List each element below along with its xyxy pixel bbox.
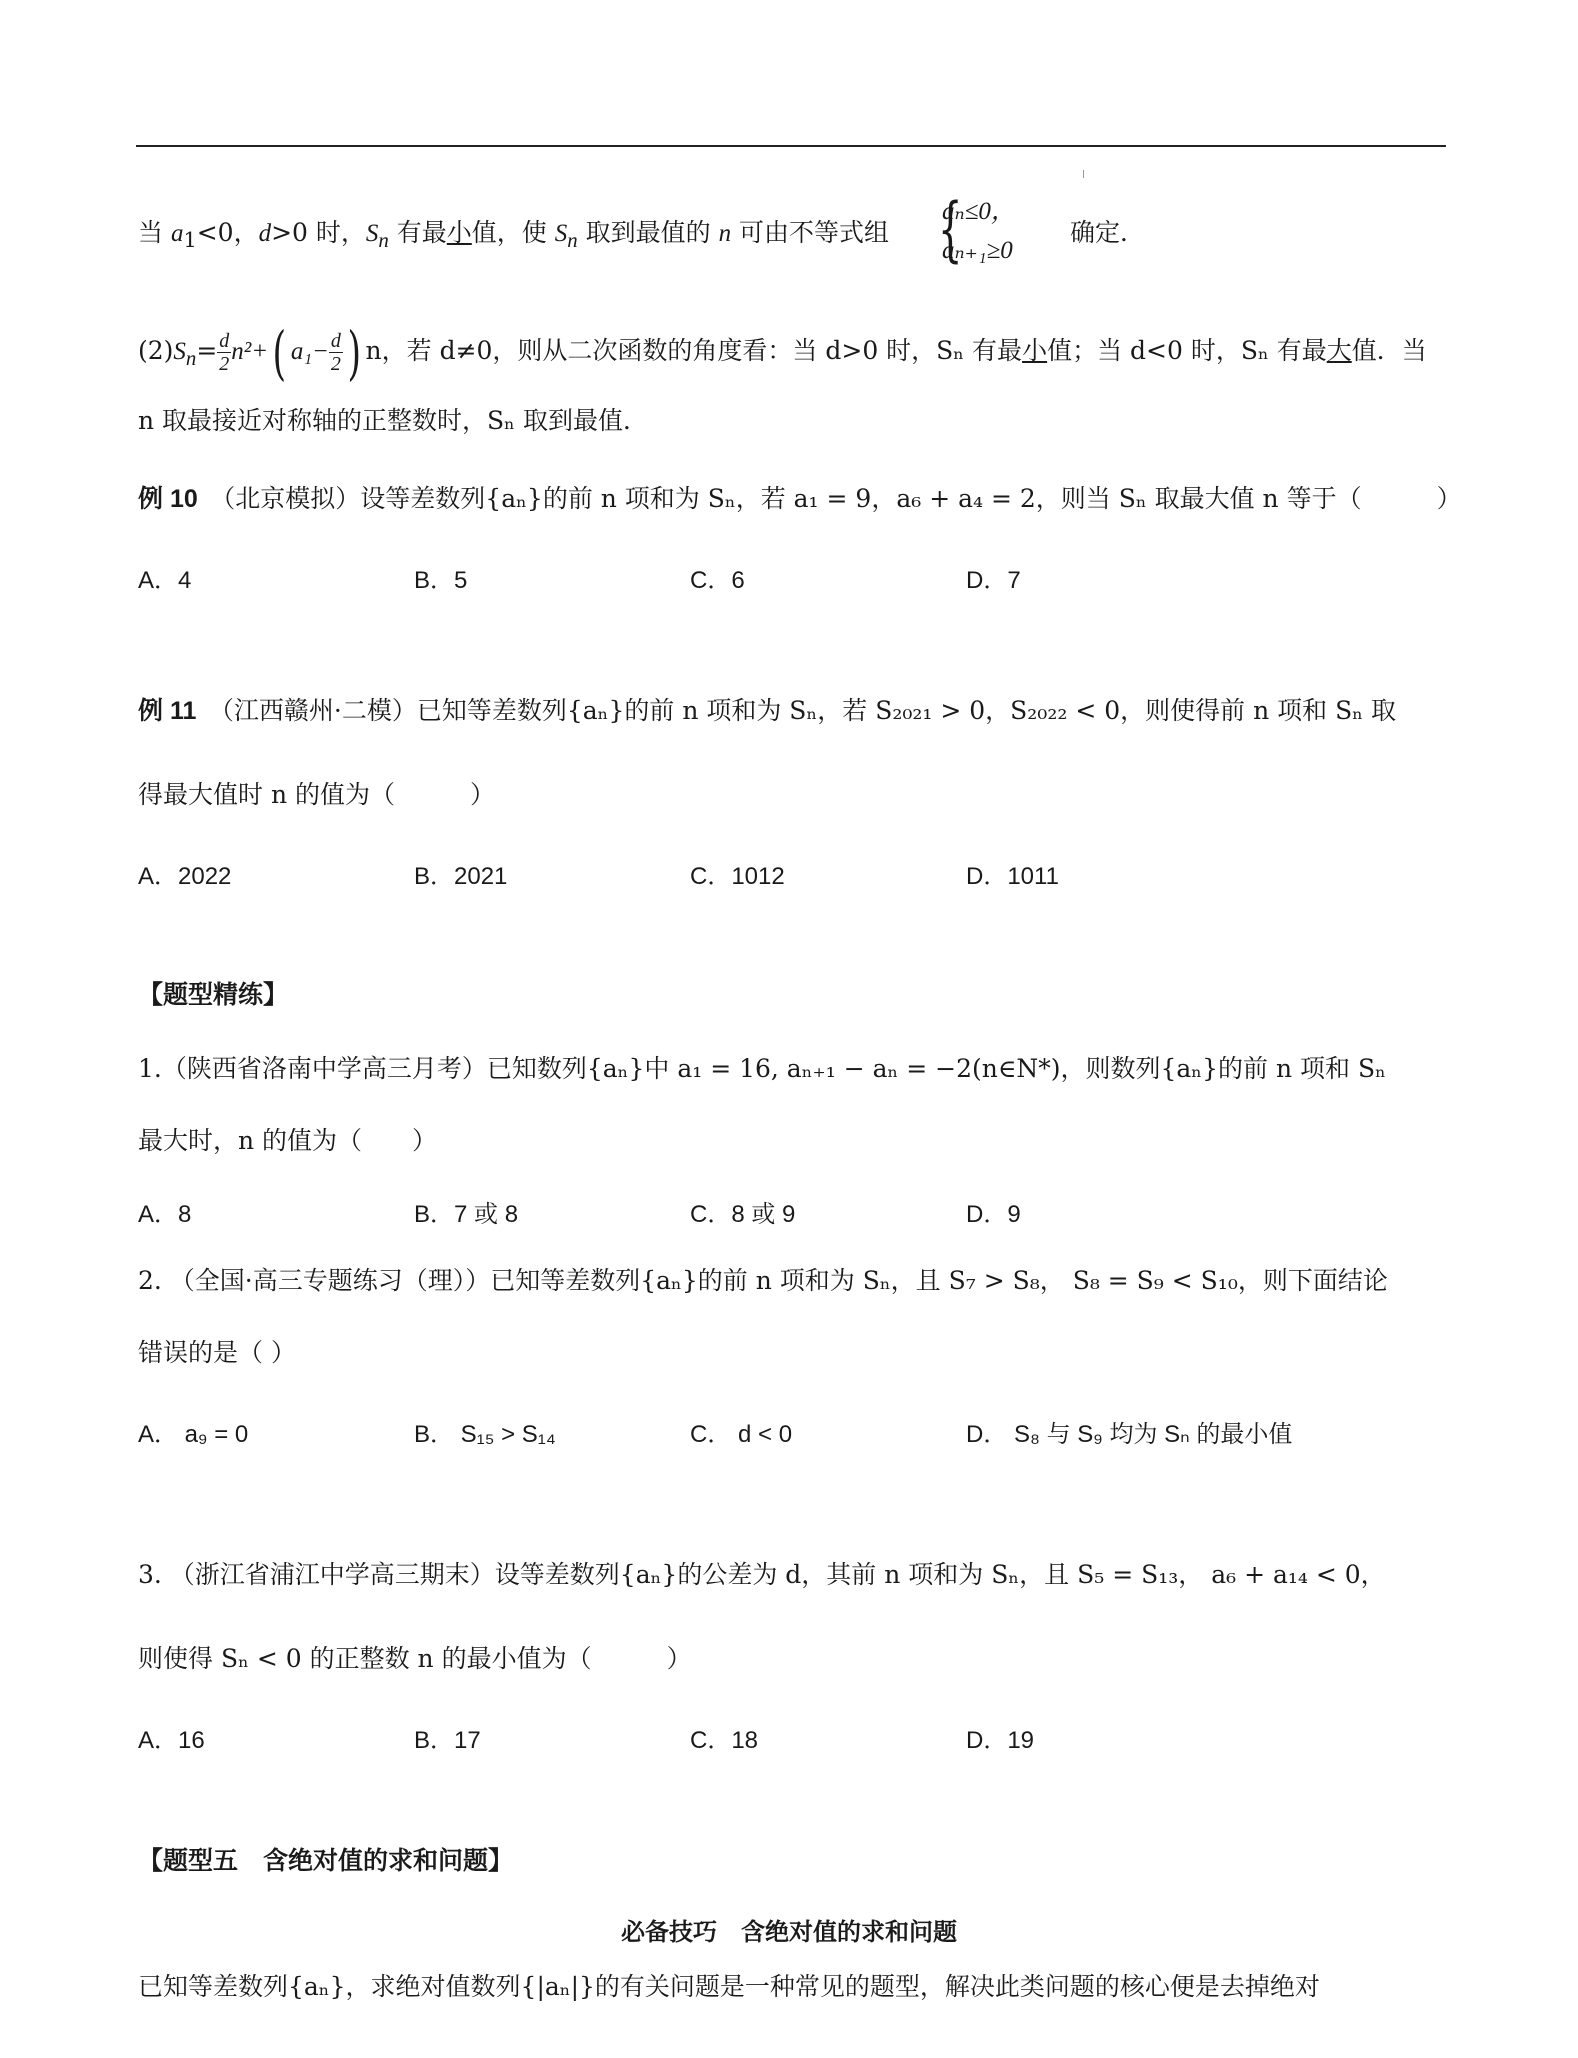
formula-2-line: $(2)S_n=$ $\frac{d}{2}$ n²+( a₁− $\frac{d}{2}$ ) n，若 d≠0，则从二次函数的角度看：当 d>0 时，Sₙ 有最小值；当 d<0 时，Sₙ 有最大值．当 (138, 318, 1427, 387)
q2-text1: 2. （全国·高三专题练习（理））已知等差数列{aₙ}的前 n 项和为 Sₙ，且 S₇ > S₈， S₈ = S₉ < S₁₀，则下面结论 (138, 1266, 1388, 1295)
intro-sn: S (365, 220, 379, 247)
example-11 (138, 694, 1396, 728)
ex10-option-c: C．6 (690, 567, 745, 594)
q2-text2: 错误的是（ ） (138, 1338, 296, 1367)
section-5-text: 已知等差数列{aₙ}，求绝对值数列{|aₙ|}的有关问题是一种常见的题型，解决此类问题的核心便是去掉绝对 (138, 1972, 1320, 2001)
system-line-2: aₙ₊₁≥0 (942, 237, 1013, 264)
q2-option-d: D． S₈ 与 S₉ 均为 Sₙ 的最小值 (966, 1421, 1293, 1448)
formula-2-eq: = (196, 336, 218, 365)
section-5-subheading: 必备技巧 含绝对值的求和问题 (621, 1918, 957, 1946)
example-10-label: 例 10 (138, 485, 198, 513)
q1-option-a: A．8 (138, 1201, 192, 1228)
formula-2-frac2: $\frac{d}{2}$ (330, 330, 341, 375)
system-line-1: aₙ≤0， (942, 198, 1016, 225)
formula-2-tail3: 值．当 (1351, 336, 1427, 365)
intro-line: 当 $a_1<0$，d>0 时，$S_n$ 有最小值，使 $S_n$ 取到最值的 n 可由不等式组 (138, 218, 890, 252)
ex11-option-b: B．2021 (414, 863, 508, 890)
formula-2-frac1: $\frac{d}{2}$ (219, 330, 230, 375)
ex10-option-a: A．4 (138, 567, 192, 594)
formula-2-n2: n²+ (231, 338, 269, 365)
q3-option-b: B．17 (414, 1727, 481, 1754)
q3-option-a: A．16 (138, 1727, 205, 1754)
example-10 (138, 482, 1462, 516)
q1-option-b: B．7 或 8 (414, 1201, 519, 1228)
intro-cond2: >0 时， (271, 218, 366, 247)
intro-n: n (718, 220, 732, 247)
formula-2-line2: n 取最接近对称轴的正整数时，Sₙ 取到最值． (138, 406, 648, 435)
header-rule (136, 145, 1446, 147)
q3-option-c: C．18 (690, 1727, 759, 1754)
formula-2-tail: n，若 d≠0，则从二次函数的角度看：当 d>0 时，Sₙ 有最 (365, 336, 1023, 365)
intro-a1-sub: 1 (183, 228, 197, 252)
intro-a1: a (170, 220, 184, 247)
q3-text2: 则使得 Sₙ < 0 的正整数 n 的最小值为（ ） (138, 1644, 692, 1673)
ex11-option-c: C．1012 (690, 863, 785, 890)
ex11-option-a: A．2022 (138, 863, 232, 890)
intro-d: d (258, 220, 272, 247)
intro-post2: 取到最值的 (577, 218, 719, 247)
example-11-text2: 得最大值时 n 的值为（ ） (138, 780, 495, 809)
q3-option-d: D．19 (966, 1727, 1035, 1754)
formula-2-min: 小 (1022, 336, 1048, 365)
q3-text1: 3. （浙江省浦江中学高三期末）设等差数列{aₙ}的公差为 d，其前 n 项和为 Sₙ，且 S₅ = S₁₃， a₆ + a₁₄ < 0， (138, 1560, 1386, 1589)
ex10-option-b: B．5 (414, 567, 468, 594)
q1-text2: 最大时，n 的值为（ ） (138, 1126, 438, 1155)
q2-option-c: C． d < 0 (690, 1421, 793, 1448)
ex10-option-d: D．7 (966, 567, 1021, 594)
practice-heading: 【题型精练】 (138, 980, 289, 1009)
q1-text1: 1.（陕西省洛南中学高三月考）已知数列{aₙ}中 a₁ = 16, aₙ₊₁ − aₙ = −2(n∈N*)，则数列{aₙ}的前 n 项和 Sₙ (138, 1054, 1386, 1083)
example-11-text1: （江西赣州·二模）已知等差数列{aₙ}的前 n 项和为 Sₙ，若 S₂₀₂₁ > 0，S₂₀₂₂ < 0，则使得前 n 项和 Sₙ 取 (221, 696, 1396, 725)
intro-cond1: <0， (196, 218, 259, 247)
intro-text-1: 当 (138, 218, 171, 247)
intro-min-word: 小 (446, 218, 472, 247)
intro-mid: 有最 (388, 218, 447, 247)
formula-2-tail2: 值；当 d<0 时，Sₙ 有最 (1047, 336, 1327, 365)
q1-option-d: D．9 (966, 1201, 1021, 1228)
formula-2-a1: a₁− (290, 338, 329, 365)
formula-2-lead: (2) (138, 336, 174, 365)
intro-sn-sub: n (378, 228, 389, 252)
intro-post: 值，使 (471, 218, 555, 247)
q2-option-a: A． a₉ = 0 (138, 1421, 249, 1448)
example-11-label: 例 11 (138, 697, 197, 725)
q1-option-c: C．8 或 9 (690, 1201, 796, 1228)
example-10-text: （北京模拟）设等差数列{aₙ}的前 n 项和为 Sₙ，若 a₁ = 9，a₆ + a₄ = 2，则当 Sₙ 取最大值 n 等于（ ） (222, 484, 1462, 513)
intro-end: 确定． (1070, 218, 1146, 247)
inequality-system: { aₙ≤0， aₙ₊₁≥0 (938, 188, 1016, 270)
formula-2-max: 大 (1326, 336, 1352, 365)
ex11-option-d: D．1011 (966, 863, 1059, 890)
page-mark (1083, 170, 1084, 178)
section-5-heading: 【题型五 含绝对值的求和问题】 (138, 1846, 514, 1875)
intro-post3: 可由不等式组 (731, 218, 890, 247)
q2-option-b: B． S₁₅ > S₁₄ (414, 1421, 556, 1448)
